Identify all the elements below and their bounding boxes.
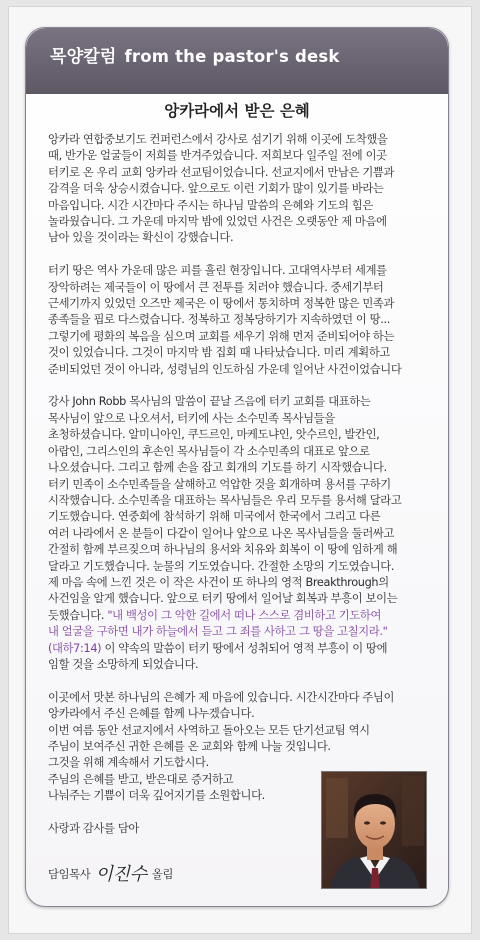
banner-title [50, 42, 340, 67]
verse-reference: (대하7:14) [48, 641, 102, 655]
text-line: 강사 John Robb 목사님의 말씀이 끝날 즈음에 터키 교회를 대표하는 [48, 395, 371, 409]
text-line: 근세기까지 있었던 오즈만 제국은 이 땅에서 통치하며 정복한 많은 민족과 [48, 297, 395, 311]
paragraph-2 [48, 263, 440, 378]
text-line: 앙카라 연합중보기도 컨퍼런스에서 강사로 섬기기 위해 이곳에 도착했을 [48, 133, 388, 146]
pastor-photo [321, 771, 427, 889]
text-line: 달라고 기도했습니다. 눈물의 기도였습니다. 간절한 소망의 기도였습니다. [48, 559, 395, 573]
text-line: 남아 있을 것이라는 확신이 강했습니다. [48, 231, 234, 245]
text-line: 때, 반가운 얼굴들이 저희를 반겨주었습니다. 저희보다 일주일 전에 이곳 [48, 149, 387, 163]
text-line: 앙카라에서 주신 은혜를 함께 나누겠습니다. [48, 707, 255, 721]
text-line: 사랑과 감사를 담아 [48, 822, 139, 835]
text-line: 그렇기에 평화의 복음을 심으며 교회를 세우기 위해 먼저 준비되어야 하는 [48, 329, 395, 343]
text-fragment: 이 약속의 말씀이 터키 땅에서 성취되어 영적 부흥이 이 땅에 [101, 641, 388, 655]
text-line: 터키 민족이 소수민족들을 살해하고 억압한 것을 회개하며 용서를 구하기 [48, 477, 391, 491]
bible-verse-quote: "내 백성이 그 악한 길에서 떠나 스스로 겸비하고 기도하여 [107, 608, 382, 622]
text-line: 종족들을 핍로 다스렸습니다. 정복하고 정복당하기가 지속하였던 이 땅... [48, 313, 390, 327]
text-line: 이곳에서 맛본 하나님의 은혜가 제 마음에 있습니다. 시간시간마다 주님이 [48, 690, 395, 704]
text-line: 여러 나라에서 온 분들이 다같이 일어나 앞으로 나온 목사님들을 둘러싸고 [48, 526, 395, 540]
column-banner [26, 28, 448, 94]
text-line: 준비되었던 것이 아니라, 성령님의 인도하심 가운데 일어난 사건이었습니다 [48, 362, 402, 376]
column-card [25, 27, 449, 907]
text-line: 간절히 함께 부르짖으며 하나님의 용서와 치유와 회복이 이 땅에 임하게 해 [48, 543, 398, 557]
text-line: 감격을 더욱 상승시켰습니다. 앞으로도 이런 기회가 많이 있기를 바라는 [48, 182, 384, 196]
article-title: 앙카라에서 받은 은혜 [164, 102, 310, 120]
text-line: 나눠주는 기쁨이 더욱 깊어지기를 소원합니다. [48, 789, 265, 803]
text-line: 주님의 은혜를 받고, 받은대로 증거하고 [48, 772, 234, 786]
text-line: 이번 여름 동안 선교지에서 사역하고 돌아오는 모든 단기선교팀 역시 [48, 723, 370, 737]
signature-line [48, 860, 173, 886]
signature-title: 담임목사 [48, 868, 91, 881]
text-line: 초청하셨습니다. 알미니아인, 쿠드르인, 마케도냐인, 앗수르인, 발칸인, [48, 428, 380, 442]
text-line: 장악하려는 제국들이 이 땅에서 큰 전투를 치러야 했습니다. 중세기부터 [48, 280, 384, 294]
text-line: 그것을 위해 계속해서 기도합시다. [48, 756, 209, 770]
article-body [48, 132, 440, 837]
text-line: 사건임을 알게 했습니다. 앞으로 터키 땅에서 일어날 회복과 부흥이 보이는 [48, 592, 398, 606]
text-line: 놀라웠습니다. 그 가운데 마지막 밤에 있었던 사건은 오랫동안 제 마음에 [48, 215, 387, 229]
text-line: 터키 땅은 역사 가운데 많은 피를 흘린 현장입니다. 고대역사부터 세계를 [48, 264, 387, 278]
text-line: 주님이 보여주신 귀한 은혜를 온 교회와 함께 나눌 것입니다. [48, 739, 331, 753]
text-line: 아랍인, 그리스인의 후손인 목사님들이 각 소수민족의 대표로 앞으로 [48, 444, 370, 458]
text-line: 임할 것을 소망하게 되었습니다. [48, 657, 199, 671]
text-line: 나오셨습니다. 그리고 함께 손을 잡고 회개의 기도를 하기 시작했습니다. [48, 461, 387, 475]
banner-english-title: from the pastor's desk [124, 47, 340, 66]
verse-reference-line [48, 641, 440, 657]
signature-suffix: 올림 [151, 868, 174, 881]
text-line: 목사님이 앞으로 나오셔서, 터키에 사는 소수민족 목사님들을 [48, 411, 335, 425]
text-fragment: 듯했습니다. [48, 608, 105, 622]
bible-verse-quote-line-2: 내 얼굴을 구하면 내가 하늘에서 듣고 그 죄를 사하고 그 땅을 고칠지라." [48, 625, 388, 639]
text-line: 마음입니다. 시간 시간마다 주시는 하나님 말씀의 은혜와 기도의 힘은 [48, 198, 373, 212]
paragraph-1 [48, 132, 440, 247]
pastor-signature: 이진수 [95, 864, 147, 885]
text-line: 것이 있었습니다. 그것이 마지막 밤 집회 때 나타났습니다. 미리 계획하고 [48, 346, 390, 360]
text-line: 시작했습니다. 소수민족을 대표하는 목사님들은 우리 모두를 용서해 달라고 [48, 493, 402, 507]
text-line: 기도했습니다. 연중회에 참석하기 위해 미국에서 한국에서 그리고 다른 [48, 510, 381, 524]
banner-korean-title: 목양칼럼 [50, 47, 117, 67]
verse-line-1 [48, 608, 440, 624]
text-line: 제 마음 속에 느낀 것은 이 작은 사건이 또 하나의 영적 Breakthrough의 [48, 575, 389, 589]
paragraph-3 [48, 394, 440, 673]
text-line: 터키로 온 우리 교회 앙카라 선교팀이었습니다. 선교지에서 만남은 기쁨과 [48, 165, 395, 179]
